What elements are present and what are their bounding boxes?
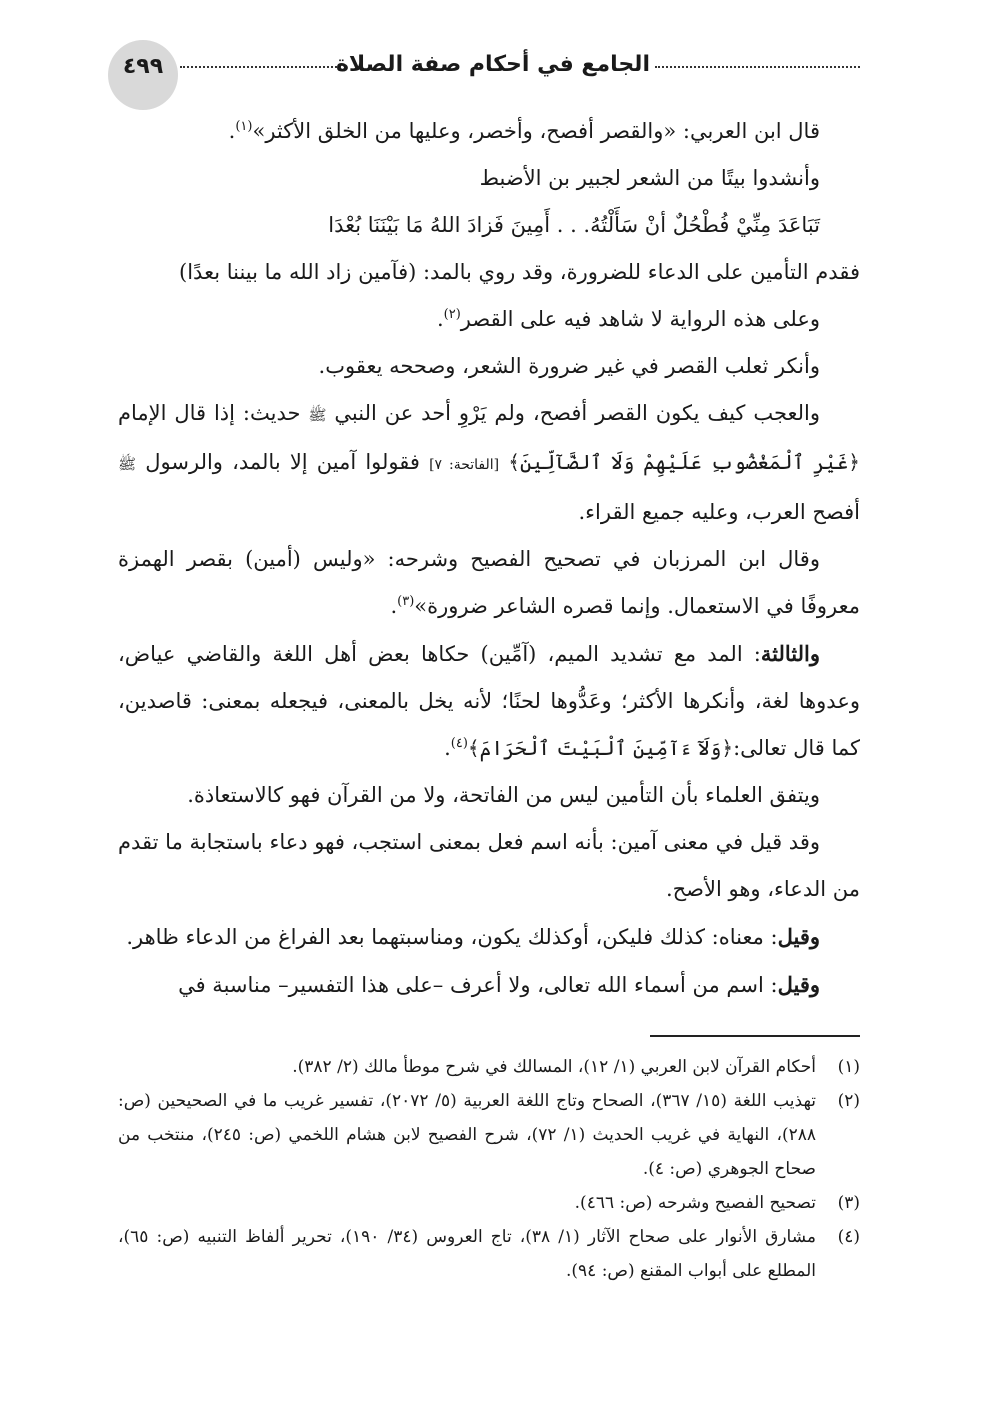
paragraph-6: وأنكر ثعلب القصر في غير ضرورة الشعر، وصححه يعقوب. [318,354,820,378]
footnote-number: (٤) [837,1227,860,1247]
paragraph-7 [118,390,860,536]
footnote-2 [118,1084,860,1186]
footnote-text: تصحيح الفصيح وشرحه (ص: ٤٦٦). [574,1193,816,1213]
paragraph-11: وقد قيل في معنى آمين: بأنه اسم فعل بمعنى استجب، فهو دعاء باستجابة ما تقدم من الدعاء، وهو الأصح. [118,830,860,901]
paragraph-8-text: وقال ابن المرزبان في تصحيح الفصيح وشرحه: «وليس (أمين) بقصر الهمزة معروفًا في الاستعمال. وإنما قصره الشاعر ضرورة» [118,547,860,618]
footnote-1 [118,1050,860,1084]
paragraph-5 [118,296,860,343]
paragraph-7-text-a: والعجب كيف يكون القصر أفصح، ولم يَرْوِ أحد عن النبي [334,401,820,425]
paragraph-13-text: : اسم من أسماء الله تعالى، ولا أعرف –على هذا التفسير– مناسبة في [178,973,778,997]
footnotes [118,1050,860,1288]
paragraph-10: ويتفق العلماء بأن التأمين ليس من الفاتحة، ولا من القرآن فهو كالاستعاذة. [187,783,820,807]
surah-reference: [الفاتحة: ٧] [429,457,500,473]
running-title: الجامع في أحكام صفة الصلاة [335,52,650,77]
footnote-number: (٣) [837,1193,860,1213]
footnote-ref-4[interactable]: (٤) [450,736,468,751]
quran-verse-maida: ﴿وَلَآ ءَآمِّينَ ٱلْبَيْتَ ٱلْحَرَامَ﴾ [467,736,734,760]
paragraph-5-text: وعلى هذه الرواية لا شاهد فيه على القصر [460,307,820,331]
paragraph-2: وأنشدوا بيتًا من الشعر لجبير بن الأضبط [479,166,820,190]
paragraph-13-lead: وقيل [777,972,820,997]
paragraph-7-text-c: فقولوا آمين إلا بالمد، والرسول [145,450,420,474]
paragraph-12-lead: وقيل [777,924,820,949]
paragraph-13 [118,961,860,1009]
paragraph-9-text: : المد مع تشديد الميم، (آمِّين) حكاها بعض أهل اللغة والقاضي عياض، وعدوها لغة، وأنكرها الأكثر؛ وعَدُّوها لحنًا؛ لأنه يخل بالمعنى، فيجعله بمعنى: قاصدين، كما قال تعالى: [118,642,860,760]
page-number: ٤٩٩ [122,54,164,79]
footnote-4 [118,1220,860,1288]
paragraph-9 [118,630,860,772]
paragraph-12 [118,913,860,961]
footnote-text: تهذيب اللغة (١٥/ ٣٦٧)، الصحاح وتاج اللغة العربية (٥/ ٢٠٧٢)، تفسير غريب ما في الصحيحين (ص: ٢٨٨)، النهاية في غريب الحديث (١/ ٧٢)، شرح الفصيح لابن هشام اللخمي (ص: ٢٤٥)، منتخب من صحاح الجوهري (ص: ٤). [118,1091,817,1179]
paragraph-1-end: . [228,119,236,143]
paragraph-8-end: . [390,594,398,618]
salutation-glyph: ﷺ [308,406,327,424]
footnote-ref-2[interactable]: (٢) [443,307,461,322]
paragraph-1 [118,108,860,155]
paragraph-5-end: . [436,307,444,331]
footnote-separator [650,1035,860,1037]
footnote-number: (٢) [837,1091,860,1111]
paragraph-1-text: قال ابن العربي: «والقصر أفصح، وأخصر، وعليها من الخلق الأكثر» [252,119,820,143]
header-dotted-rule-right [655,52,860,68]
paragraph-7-text-d: أفصح العرب، وعليه جميع القراء. [578,500,860,524]
footnote-ref-3[interactable]: (٣) [397,594,415,609]
footnote-number: (١) [837,1057,860,1077]
paragraph-4: فقدم التأمين على الدعاء للضرورة، وقد روي بالمد: (فآمين زاد الله ما بيننا بعدًا) [179,260,860,284]
footnote-ref-1[interactable]: (١) [235,119,253,134]
footnote-text: مشارق الأنوار على صحاح الآثار (١/ ٣٨)، تاج العروس (٣٤/ ١٩٠)، تحرير ألفاظ التنبيه (ص: ٦٥)، المطلع على أبواب المقنع (ص: ٩٤). [118,1227,816,1281]
paragraph-7-text-b: حديث: إذا قال الإمام [118,401,301,425]
main-text [118,108,860,1009]
footnote-3 [118,1186,860,1220]
footnote-text: أحكام القرآن لابن العربي (١/ ١٢)، المسالك في شرح موطأ مالك (٢/ ٣٨٢). [292,1057,816,1077]
salutation-glyph: ﷺ [118,455,137,473]
header-dotted-rule-left [180,52,340,68]
paragraph-12-text: : معناه: كذلك فليكن، أوكذلك يكون، ومناسبتهما بعد الفراغ من الدعاء ظاهر. [126,925,778,949]
page-header [118,38,860,98]
quran-verse-fatiha: ﴿غَيْرِ ٱلْمَغْضُوبِ عَلَيْهِمْ وَلَا ٱلضَّآلِّينَ﴾ [508,450,860,474]
poetry-verse: تَبَاعَدَ مِنِّيْ فُطْحُلٌ أنْ سَأَلْتُهُ. . . أَمِينَ فَزادَ اللهُ مَا بَيْنَنَا بُعْدَا [328,213,820,237]
paragraph-9-lead: والثالثة [760,641,820,666]
paragraph-9-end: . [444,736,451,760]
book-page [118,38,860,1378]
paragraph-8 [118,536,860,630]
